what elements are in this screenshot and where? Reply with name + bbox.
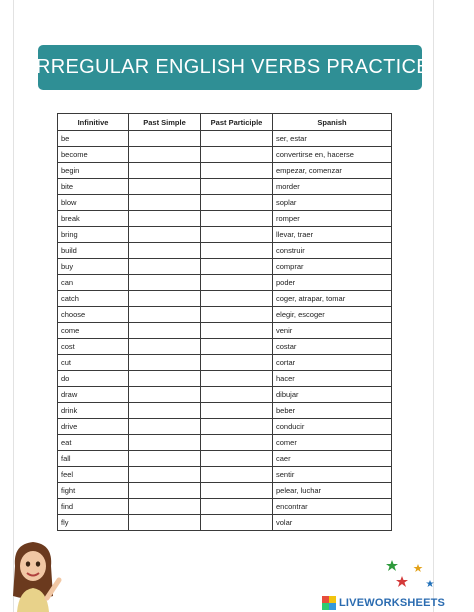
liveworksheets-logo-icon	[322, 596, 336, 610]
header-past-participle: Past Participle	[201, 114, 273, 131]
cell-past-participle[interactable]	[201, 195, 273, 211]
cell-past-participle[interactable]	[201, 259, 273, 275]
logo-text: LIVEWORKSHEETS	[339, 597, 446, 609]
cell-past-participle[interactable]	[201, 291, 273, 307]
cell-past-participle[interactable]	[201, 211, 273, 227]
cell-past-simple[interactable]	[129, 499, 201, 515]
verbs-table	[57, 113, 392, 531]
cell-spanish: morder	[273, 179, 392, 195]
cell-past-participle[interactable]	[201, 515, 273, 531]
cell-infinitive: can	[58, 275, 129, 291]
page-margin-line-left	[13, 0, 14, 612]
cell-past-participle[interactable]	[201, 499, 273, 515]
cell-past-participle[interactable]	[201, 227, 273, 243]
cell-spanish: comprar	[273, 259, 392, 275]
cell-past-simple[interactable]	[129, 275, 201, 291]
table-row	[58, 147, 392, 163]
cell-past-simple[interactable]	[129, 419, 201, 435]
cell-infinitive: bite	[58, 179, 129, 195]
table-row	[58, 323, 392, 339]
cell-past-simple[interactable]	[129, 147, 201, 163]
cell-spanish: convertirse en, hacerse	[273, 147, 392, 163]
cell-past-simple[interactable]	[129, 467, 201, 483]
cell-past-participle[interactable]	[201, 147, 273, 163]
cell-spanish: elegir, escoger	[273, 307, 392, 323]
cell-infinitive: choose	[58, 307, 129, 323]
cell-past-simple[interactable]	[129, 515, 201, 531]
cell-spanish: volar	[273, 515, 392, 531]
cell-spanish: pelear, luchar	[273, 483, 392, 499]
table-row	[58, 307, 392, 323]
cell-infinitive: be	[58, 131, 129, 147]
cell-past-participle[interactable]	[201, 419, 273, 435]
table-row	[58, 467, 392, 483]
avatar-illustration-icon	[3, 536, 63, 612]
header-past-simple: Past Simple	[129, 114, 201, 131]
cell-past-participle[interactable]	[201, 355, 273, 371]
table-row	[58, 131, 392, 147]
cell-infinitive: cut	[58, 355, 129, 371]
cell-past-participle[interactable]	[201, 451, 273, 467]
cell-infinitive: find	[58, 499, 129, 515]
cell-spanish: caer	[273, 451, 392, 467]
cell-spanish: costar	[273, 339, 392, 355]
table-row	[58, 211, 392, 227]
table-row	[58, 227, 392, 243]
cell-past-simple[interactable]	[129, 323, 201, 339]
table-row	[58, 339, 392, 355]
cell-spanish: construir	[273, 243, 392, 259]
table-row	[58, 275, 392, 291]
cell-infinitive: come	[58, 323, 129, 339]
cell-past-participle[interactable]	[201, 371, 273, 387]
cell-past-participle[interactable]	[201, 131, 273, 147]
cell-past-simple[interactable]	[129, 259, 201, 275]
table-header-row	[58, 114, 392, 131]
cell-past-simple[interactable]	[129, 371, 201, 387]
cell-past-simple[interactable]	[129, 307, 201, 323]
cell-spanish: cortar	[273, 355, 392, 371]
cell-spanish: sentir	[273, 467, 392, 483]
cell-past-participle[interactable]	[201, 163, 273, 179]
cell-infinitive: bring	[58, 227, 129, 243]
cell-infinitive: become	[58, 147, 129, 163]
table-row	[58, 387, 392, 403]
cell-infinitive: buy	[58, 259, 129, 275]
cell-past-simple[interactable]	[129, 355, 201, 371]
cell-infinitive: build	[58, 243, 129, 259]
cell-spanish: dibujar	[273, 387, 392, 403]
cell-past-simple[interactable]	[129, 291, 201, 307]
cell-past-participle[interactable]	[201, 387, 273, 403]
cell-infinitive: catch	[58, 291, 129, 307]
cell-infinitive: drive	[58, 419, 129, 435]
cell-infinitive: fight	[58, 483, 129, 499]
cell-past-participle[interactable]	[201, 179, 273, 195]
cell-past-simple[interactable]	[129, 451, 201, 467]
table-row	[58, 371, 392, 387]
cell-infinitive: eat	[58, 435, 129, 451]
cell-past-simple[interactable]	[129, 179, 201, 195]
cell-infinitive: blow	[58, 195, 129, 211]
cell-infinitive: do	[58, 371, 129, 387]
title-banner	[30, 45, 430, 90]
cell-past-simple[interactable]	[129, 403, 201, 419]
table-row	[58, 515, 392, 531]
table-row	[58, 163, 392, 179]
cell-spanish: empezar, comenzar	[273, 163, 392, 179]
table-row	[58, 499, 392, 515]
cell-infinitive: cost	[58, 339, 129, 355]
cell-infinitive: feel	[58, 467, 129, 483]
cell-infinitive: drink	[58, 403, 129, 419]
table-row	[58, 419, 392, 435]
page-margin-line-right	[433, 0, 434, 612]
header-infinitive: Infinitive	[58, 114, 129, 131]
cell-spanish: coger, atrapar, tomar	[273, 291, 392, 307]
table-row	[58, 195, 392, 211]
cell-past-participle[interactable]	[201, 307, 273, 323]
cell-infinitive: fall	[58, 451, 129, 467]
table-row	[58, 291, 392, 307]
cell-past-participle[interactable]	[201, 243, 273, 259]
cell-past-participle[interactable]	[201, 339, 273, 355]
cell-past-simple[interactable]	[129, 131, 201, 147]
cell-past-simple[interactable]	[129, 195, 201, 211]
table-row	[58, 435, 392, 451]
cell-infinitive: begin	[58, 163, 129, 179]
cell-infinitive: break	[58, 211, 129, 227]
cell-past-participle[interactable]	[201, 467, 273, 483]
cell-infinitive: draw	[58, 387, 129, 403]
cell-spanish: beber	[273, 403, 392, 419]
cell-spanish: poder	[273, 275, 392, 291]
cell-spanish: ser, estar	[273, 131, 392, 147]
table-row	[58, 483, 392, 499]
cell-spanish: soplar	[273, 195, 392, 211]
cell-spanish: llevar, traer	[273, 227, 392, 243]
cell-past-simple[interactable]	[129, 163, 201, 179]
table-row	[58, 451, 392, 467]
cell-past-participle[interactable]	[201, 483, 273, 499]
cell-infinitive: fly	[58, 515, 129, 531]
cell-past-simple[interactable]	[129, 243, 201, 259]
cell-past-participle[interactable]	[201, 275, 273, 291]
cell-spanish: encontrar	[273, 499, 392, 515]
cell-past-participle[interactable]	[201, 435, 273, 451]
decorative-stars-icon	[380, 556, 440, 596]
cell-past-simple[interactable]	[129, 435, 201, 451]
cell-spanish: romper	[273, 211, 392, 227]
header-spanish: Spanish	[273, 114, 392, 131]
cell-past-simple[interactable]	[129, 339, 201, 355]
cell-past-simple[interactable]	[129, 227, 201, 243]
cell-spanish: comer	[273, 435, 392, 451]
page-title: IRREGULAR ENGLISH VERBS PRACTICE	[30, 56, 430, 78]
liveworksheets-logo[interactable]	[322, 594, 445, 612]
cell-past-participle[interactable]	[201, 323, 273, 339]
cell-spanish: hacer	[273, 371, 392, 387]
cell-past-participle[interactable]	[201, 403, 273, 419]
table-row	[58, 355, 392, 371]
table-row	[58, 403, 392, 419]
cell-spanish: conducir	[273, 419, 392, 435]
cell-past-simple[interactable]	[129, 483, 201, 499]
table-row	[58, 179, 392, 195]
cell-past-simple[interactable]	[129, 211, 201, 227]
table-row	[58, 259, 392, 275]
table-row	[58, 243, 392, 259]
cell-past-simple[interactable]	[129, 387, 201, 403]
avatar	[3, 536, 63, 612]
cell-spanish: venir	[273, 323, 392, 339]
